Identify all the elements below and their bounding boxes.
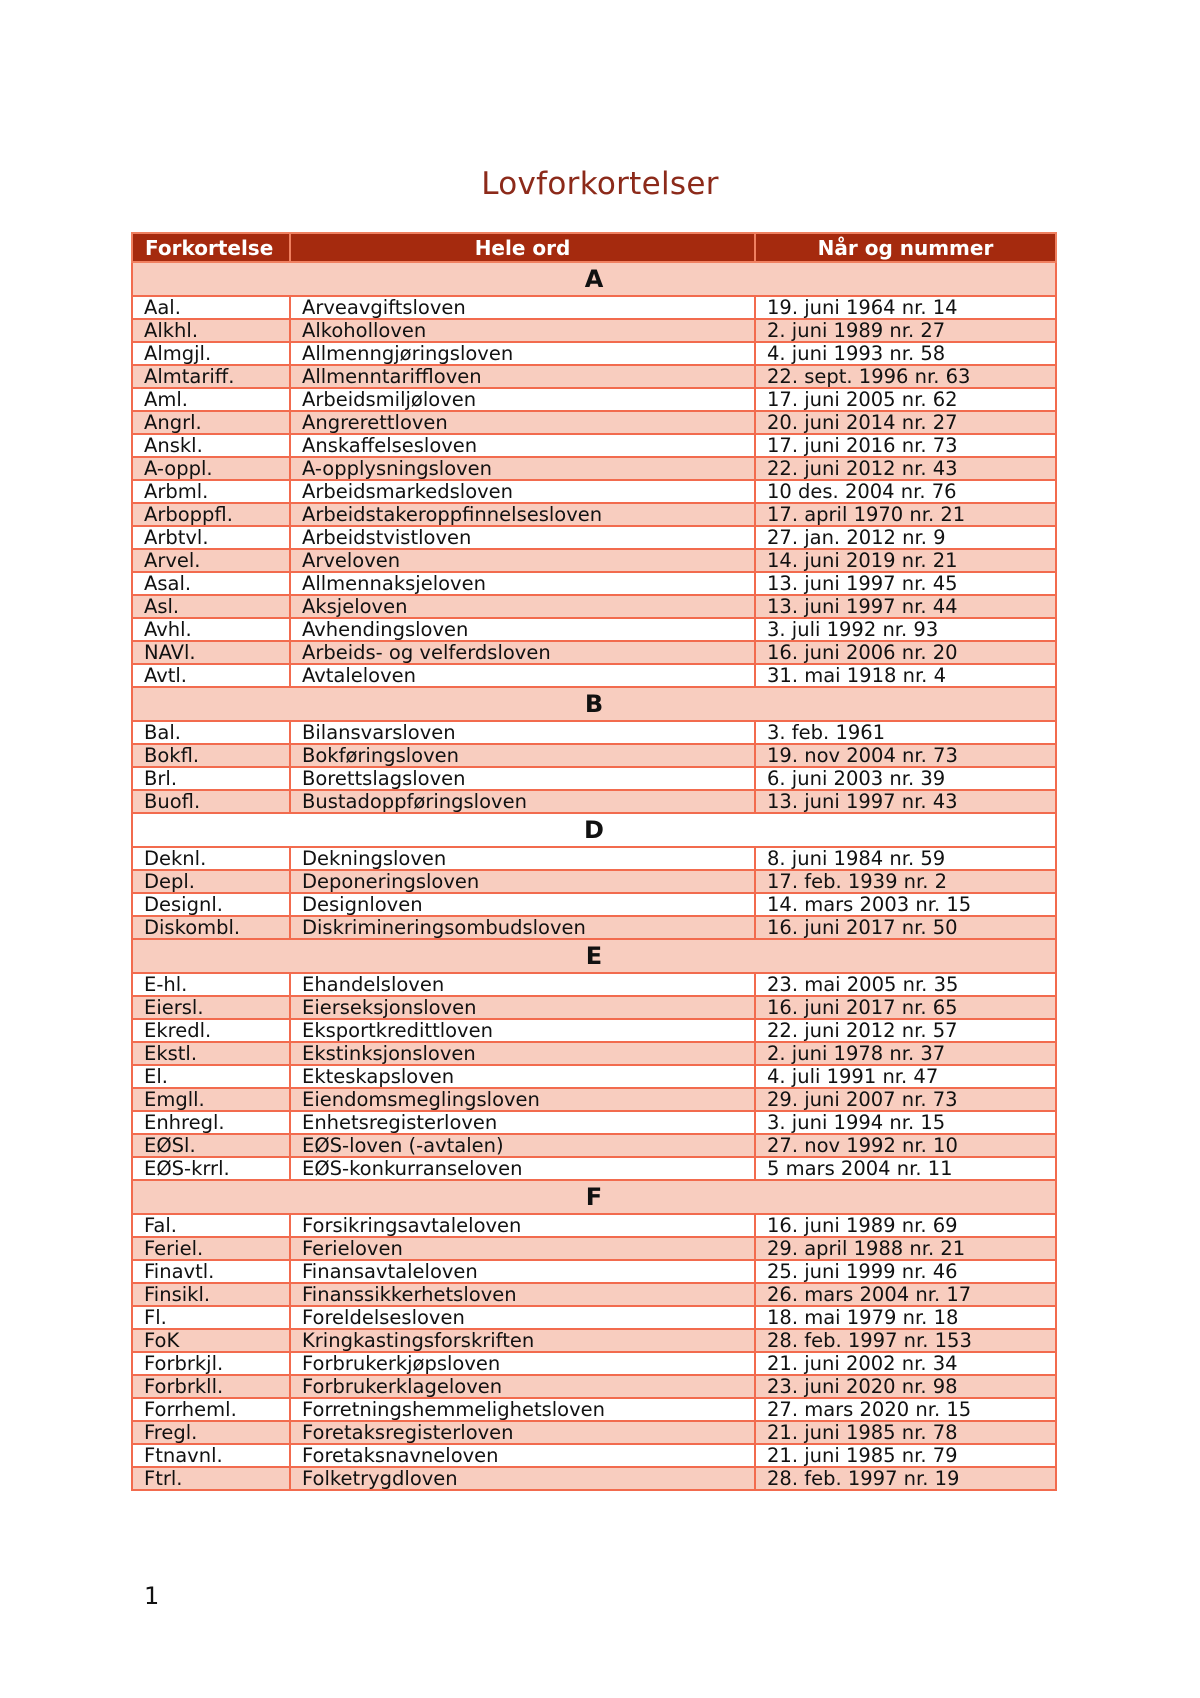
full-name-cell: Anskaffelsesloven [290,434,755,457]
full-name-cell: Alkoholloven [290,319,755,342]
date-number-cell: 3. juli 1992 nr. 93 [755,618,1056,641]
full-name-cell: Designloven [290,893,755,916]
table-row [132,1237,1056,1260]
section-letter-row [132,939,1056,973]
table-row [132,618,1056,641]
date-number-cell: 29. juni 2007 nr. 73 [755,1088,1056,1111]
full-name-cell: Finansavtaleloven [290,1260,755,1283]
section-letter-row [132,813,1056,847]
date-number-cell: 14. mars 2003 nr. 15 [755,893,1056,916]
full-name-cell: A-opplysningsloven [290,457,755,480]
table-row [132,1398,1056,1421]
abbreviation-cell: Anskl. [132,434,290,457]
abbreviation-cell: Deknl. [132,847,290,870]
date-number-cell: 22. juni 2012 nr. 43 [755,457,1056,480]
table-row [132,1444,1056,1467]
abbreviation-cell: Ekstl. [132,1042,290,1065]
page-number: 1 [144,1582,160,1610]
full-name-cell: Angrerettloven [290,411,755,434]
section-letter-row [132,262,1056,296]
date-number-cell: 14. juni 2019 nr. 21 [755,549,1056,572]
abbreviation-cell: FoK [132,1329,290,1352]
full-name-cell: Arbeidstvistloven [290,526,755,549]
abbreviation-cell: Eiersl. [132,996,290,1019]
table-row [132,1088,1056,1111]
date-number-cell: 21. juni 2002 nr. 34 [755,1352,1056,1375]
full-name-cell: Foreldelsesloven [290,1306,755,1329]
abbreviation-cell: Angrl. [132,411,290,434]
table-row [132,434,1056,457]
abbreviation-cell: Ftrl. [132,1467,290,1490]
section-letter: F [132,1180,1056,1214]
full-name-cell: Arbeidsmiljøloven [290,388,755,411]
table-row [132,744,1056,767]
table-row [132,1214,1056,1237]
abbreviation-cell: Arvel. [132,549,290,572]
date-number-cell: 13. juni 1997 nr. 44 [755,595,1056,618]
abbreviation-cell: Almgjl. [132,342,290,365]
section-letter: E [132,939,1056,973]
full-name-cell: Dekningsloven [290,847,755,870]
date-number-cell: 21. juni 1985 nr. 78 [755,1421,1056,1444]
date-number-cell: 16. juni 2006 nr. 20 [755,641,1056,664]
abbreviation-cell: El. [132,1065,290,1088]
date-number-cell: 16. juni 2017 nr. 65 [755,996,1056,1019]
abbreviation-cell: EØS-krrl. [132,1157,290,1180]
full-name-cell: Folketrygdloven [290,1467,755,1490]
abbreviation-cell: Feriel. [132,1237,290,1260]
table-row [132,1157,1056,1180]
abbreviation-cell: Aml. [132,388,290,411]
date-number-cell: 2. juni 1989 nr. 27 [755,319,1056,342]
full-name-cell: Forbrukerkjøpsloven [290,1352,755,1375]
table-row [132,641,1056,664]
full-name-cell: Ehandelsloven [290,973,755,996]
header-date-number: Når og nummer [755,233,1056,262]
section-letter: A [132,262,1056,296]
full-name-cell: Eiendomsmeglingsloven [290,1088,755,1111]
abbreviation-cell: Buofl. [132,790,290,813]
date-number-cell: 22. sept. 1996 nr. 63 [755,365,1056,388]
abbreviation-cell: A-oppl. [132,457,290,480]
table-row [132,319,1056,342]
date-number-cell: 27. nov 1992 nr. 10 [755,1134,1056,1157]
date-number-cell: 28. feb. 1997 nr. 153 [755,1329,1056,1352]
table-row [132,664,1056,687]
full-name-cell: Allmenngjøringsloven [290,342,755,365]
table-row [132,1329,1056,1352]
full-name-cell: Allmenntariffloven [290,365,755,388]
abbreviation-cell: Avhl. [132,618,290,641]
date-number-cell: 23. mai 2005 nr. 35 [755,973,1056,996]
law-abbreviations-table [131,232,1057,1491]
table-row [132,365,1056,388]
date-number-cell: 13. juni 1997 nr. 45 [755,572,1056,595]
date-number-cell: 22. juni 2012 nr. 57 [755,1019,1056,1042]
full-name-cell: Eksportkredittloven [290,1019,755,1042]
table-row [132,767,1056,790]
table-row [132,721,1056,744]
full-name-cell: Eierseksjonsloven [290,996,755,1019]
section-letter-row [132,687,1056,721]
table-row [132,342,1056,365]
table-row [132,411,1056,434]
date-number-cell: 3. feb. 1961 [755,721,1056,744]
date-number-cell: 4. juni 1993 nr. 58 [755,342,1056,365]
abbreviation-cell: Asal. [132,572,290,595]
abbreviation-cell: Fregl. [132,1421,290,1444]
full-name-cell: Allmennaksjeloven [290,572,755,595]
abbreviation-cell: Depl. [132,870,290,893]
date-number-cell: 10 des. 2004 nr. 76 [755,480,1056,503]
abbreviation-cell: Bal. [132,721,290,744]
table-body [132,262,1056,1490]
full-name-cell: Arbeidstakeroppfinnelsesloven [290,503,755,526]
full-name-cell: Ekteskapsloven [290,1065,755,1088]
full-name-cell: Foretaksregisterloven [290,1421,755,1444]
abbreviation-cell: Arbtvl. [132,526,290,549]
full-name-cell: Arbeids- og velferdsloven [290,641,755,664]
date-number-cell: 8. juni 1984 nr. 59 [755,847,1056,870]
section-letter: B [132,687,1056,721]
table-row [132,1467,1056,1490]
date-number-cell: 21. juni 1985 nr. 79 [755,1444,1056,1467]
date-number-cell: 5 mars 2004 nr. 11 [755,1157,1056,1180]
full-name-cell: Foretaksnavneloven [290,1444,755,1467]
table-row [132,1042,1056,1065]
full-name-cell: Finanssikkerhetsloven [290,1283,755,1306]
date-number-cell: 4. juli 1991 nr. 47 [755,1065,1056,1088]
date-number-cell: 29. april 1988 nr. 21 [755,1237,1056,1260]
date-number-cell: 6. juni 2003 nr. 39 [755,767,1056,790]
date-number-cell: 31. mai 1918 nr. 4 [755,664,1056,687]
abbreviation-cell: Arbml. [132,480,290,503]
table-row [132,1375,1056,1398]
table-row [132,1421,1056,1444]
date-number-cell: 13. juni 1997 nr. 43 [755,790,1056,813]
full-name-cell: Arveloven [290,549,755,572]
date-number-cell: 20. juni 2014 nr. 27 [755,411,1056,434]
date-number-cell: 2. juni 1978 nr. 37 [755,1042,1056,1065]
full-name-cell: Ekstinksjonsloven [290,1042,755,1065]
abbreviation-cell: Finsikl. [132,1283,290,1306]
abbreviation-cell: Diskombl. [132,916,290,939]
table-row [132,893,1056,916]
table-row [132,1283,1056,1306]
full-name-cell: Avtaleloven [290,664,755,687]
abbreviation-cell: Brl. [132,767,290,790]
date-number-cell: 19. juni 1964 nr. 14 [755,296,1056,319]
abbreviation-cell: Designl. [132,893,290,916]
table-row [132,916,1056,939]
date-number-cell: 16. juni 2017 nr. 50 [755,916,1056,939]
full-name-cell: Arveavgiftsloven [290,296,755,319]
abbreviation-cell: Alkhl. [132,319,290,342]
table-row [132,1352,1056,1375]
date-number-cell: 23. juni 2020 nr. 98 [755,1375,1056,1398]
table-row [132,870,1056,893]
abbreviation-cell: Asl. [132,595,290,618]
date-number-cell: 17. juni 2005 nr. 62 [755,388,1056,411]
date-number-cell: 3. juni 1994 nr. 15 [755,1111,1056,1134]
abbreviation-cell: Ekredl. [132,1019,290,1042]
abbreviation-cell: Enhregl. [132,1111,290,1134]
abbreviation-cell: Bokfl. [132,744,290,767]
table-row [132,1134,1056,1157]
full-name-cell: Forbrukerklageloven [290,1375,755,1398]
abbreviation-cell: Ftnavnl. [132,1444,290,1467]
table-row [132,595,1056,618]
table-row [132,1065,1056,1088]
full-name-cell: Bustadoppføringsloven [290,790,755,813]
full-name-cell: Borettslagsloven [290,767,755,790]
table-row [132,1019,1056,1042]
abbreviation-cell: Forbrkll. [132,1375,290,1398]
date-number-cell: 26. mars 2004 nr. 17 [755,1283,1056,1306]
page-title: Lovforkortelser [481,166,719,202]
full-name-cell: Enhetsregisterloven [290,1111,755,1134]
header-abbreviation: Forkortelse [132,233,290,262]
abbreviation-cell: NAVl. [132,641,290,664]
table-row [132,1306,1056,1329]
table-header-row [132,233,1056,262]
full-name-cell: Forretningshemmelighetsloven [290,1398,755,1421]
table-row [132,847,1056,870]
date-number-cell: 19. nov 2004 nr. 73 [755,744,1056,767]
full-name-cell: Avhendingsloven [290,618,755,641]
abbreviation-cell: Avtl. [132,664,290,687]
abbreviation-cell: Finavtl. [132,1260,290,1283]
table-row [132,1111,1056,1134]
table-row [132,996,1056,1019]
full-name-cell: Aksjeloven [290,595,755,618]
full-name-cell: Arbeidsmarkedsloven [290,480,755,503]
table-row [132,973,1056,996]
full-name-cell: EØS-konkurranseloven [290,1157,755,1180]
abbreviation-cell: Almtariff. [132,365,290,388]
abbreviation-cell: Forrheml. [132,1398,290,1421]
section-letter-row [132,1180,1056,1214]
date-number-cell: 17. juni 2016 nr. 73 [755,434,1056,457]
abbreviation-cell: E-hl. [132,973,290,996]
table-row [132,1260,1056,1283]
date-number-cell: 25. juni 1999 nr. 46 [755,1260,1056,1283]
table-row [132,388,1056,411]
full-name-cell: Deponeringsloven [290,870,755,893]
full-name-cell: Bilansvarsloven [290,721,755,744]
table-row [132,790,1056,813]
date-number-cell: 16. juni 1989 nr. 69 [755,1214,1056,1237]
full-name-cell: Forsikringsavtaleloven [290,1214,755,1237]
full-name-cell: Ferieloven [290,1237,755,1260]
abbreviation-cell: Forbrkjl. [132,1352,290,1375]
abbreviation-cell: Emgll. [132,1088,290,1111]
date-number-cell: 17. april 1970 nr. 21 [755,503,1056,526]
header-full-name: Hele ord [290,233,755,262]
section-letter: D [132,813,1056,847]
full-name-cell: Bokføringsloven [290,744,755,767]
date-number-cell: 27. jan. 2012 nr. 9 [755,526,1056,549]
date-number-cell: 18. mai 1979 nr. 18 [755,1306,1056,1329]
full-name-cell: Diskrimineringsombudsloven [290,916,755,939]
table-row [132,480,1056,503]
table-row [132,549,1056,572]
full-name-cell: Kringkastingsforskriften [290,1329,755,1352]
abbreviation-cell: Fal. [132,1214,290,1237]
date-number-cell: 17. feb. 1939 nr. 2 [755,870,1056,893]
date-number-cell: 28. feb. 1997 nr. 19 [755,1467,1056,1490]
abbreviation-cell: EØSl. [132,1134,290,1157]
table-row [132,503,1056,526]
abbreviation-cell: Fl. [132,1306,290,1329]
table-row [132,296,1056,319]
full-name-cell: EØS-loven (-avtalen) [290,1134,755,1157]
abbreviation-cell: Aal. [132,296,290,319]
abbreviation-cell: Arboppfl. [132,503,290,526]
table-row [132,572,1056,595]
date-number-cell: 27. mars 2020 nr. 15 [755,1398,1056,1421]
table-row [132,457,1056,480]
table-row [132,526,1056,549]
